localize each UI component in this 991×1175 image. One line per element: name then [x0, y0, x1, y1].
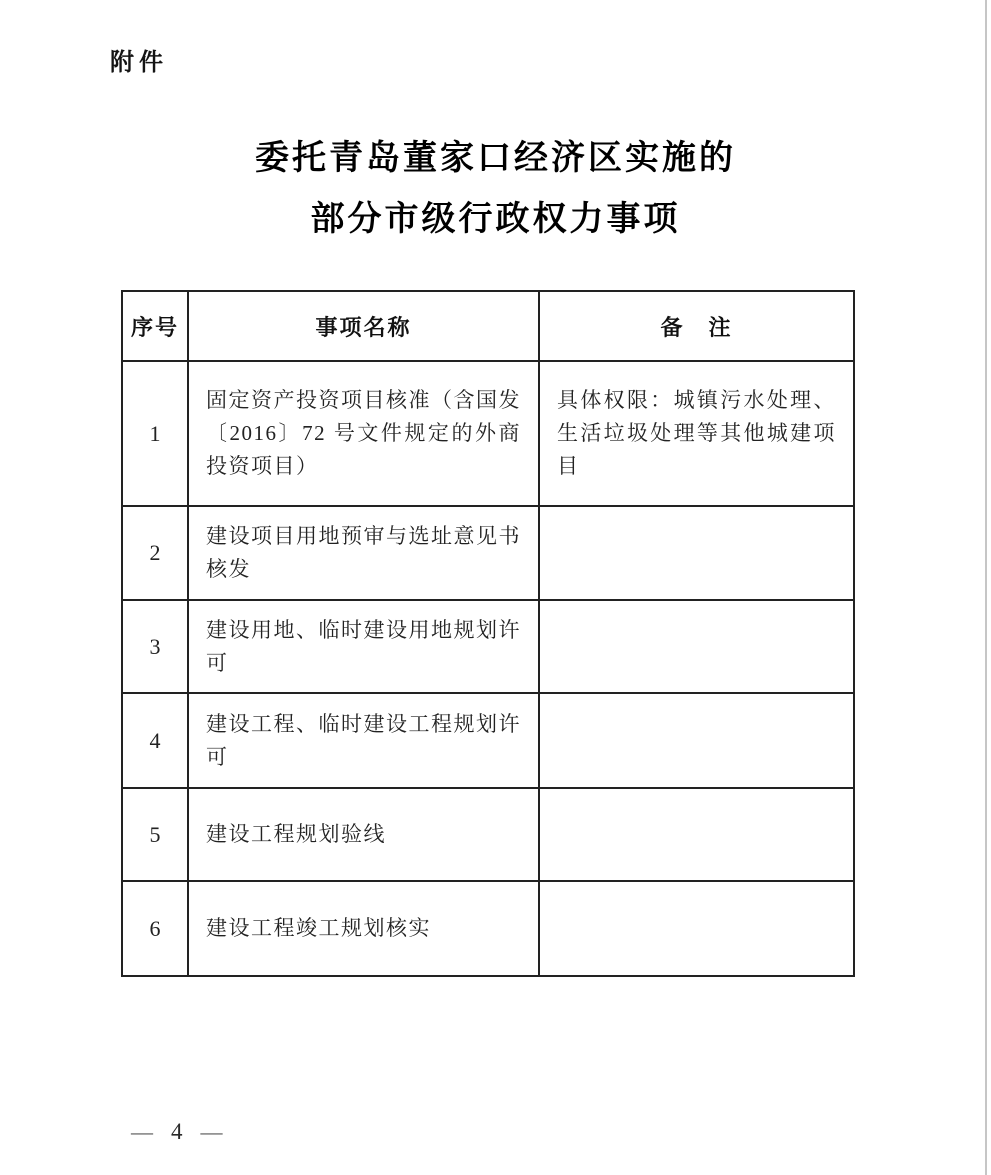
column-header-remark: 备 注 — [539, 291, 854, 361]
remark-cell — [539, 881, 854, 976]
table-row — [122, 788, 854, 881]
table-row — [122, 881, 854, 976]
document-title-line-1: 委托青岛董家口经济区实施的 — [255, 140, 736, 177]
item-name-cell: 建设工程规划验线 — [188, 788, 539, 881]
table-row — [122, 506, 854, 600]
item-name-cell: 建设工程竣工规划核实 — [188, 881, 539, 976]
row-number-cell: 4 — [122, 693, 188, 788]
item-name-cell: 建设工程、临时建设工程规划许可 — [188, 693, 539, 788]
remark-cell — [539, 693, 854, 788]
row-number-cell: 1 — [122, 361, 188, 506]
page-footer — [131, 1119, 223, 1145]
table-body — [122, 361, 854, 976]
row-number-cell: 3 — [122, 600, 188, 693]
document-title — [0, 128, 991, 250]
authority-items-table — [121, 290, 855, 977]
table-row — [122, 600, 854, 693]
column-header-name: 事项名称 — [188, 291, 539, 361]
row-number-cell: 5 — [122, 788, 188, 881]
footer-right-dash: — — [200, 1119, 223, 1144]
attachment-label: 附件 — [110, 49, 168, 76]
page-number: 4 — [171, 1119, 183, 1144]
remark-cell — [539, 788, 854, 881]
table-row — [122, 693, 854, 788]
item-name-cell: 固定资产投资项目核准（含国发〔2016〕72 号文件规定的外商投资项目） — [188, 361, 539, 506]
item-name-cell: 建设用地、临时建设用地规划许可 — [188, 600, 539, 693]
remark-cell: 具体权限：城镇污水处理、生活垃圾处理等其他城建项目 — [539, 361, 854, 506]
document-title-line-2: 部分市级行政权力事项 — [310, 201, 681, 238]
remark-cell — [539, 600, 854, 693]
row-number-cell: 6 — [122, 881, 188, 976]
column-header-no: 序号 — [122, 291, 188, 361]
row-number-cell: 2 — [122, 506, 188, 600]
table-header — [122, 291, 854, 361]
item-name-cell: 建设项目用地预审与选址意见书核发 — [188, 506, 539, 600]
table-row — [122, 361, 854, 506]
remark-cell — [539, 506, 854, 600]
footer-left-dash: — — [131, 1119, 153, 1144]
scan-page-edge-line — [985, 0, 987, 1175]
